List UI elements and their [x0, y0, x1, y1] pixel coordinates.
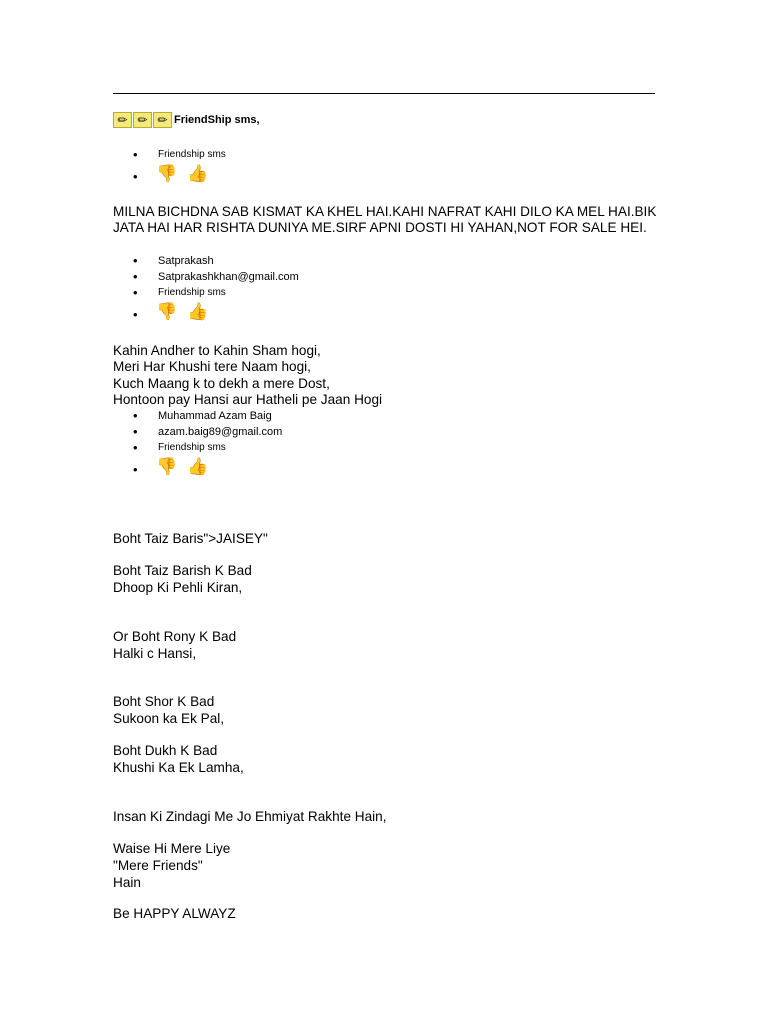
text-line: Waise Hi Mere Liye	[113, 841, 231, 856]
post-meta-list	[113, 253, 299, 325]
text-line: Kahin Andher to Kahin Sham hogi,	[113, 343, 321, 358]
thumbs-up-icon[interactable]: 👍	[187, 457, 209, 476]
text-line: Insan Ki Zindagi Me Jo Ehmiyat Rakhte Hain,	[113, 809, 387, 824]
rating-row	[113, 301, 299, 325]
text-line: Be HAPPY ALWAYZ	[113, 906, 236, 921]
thumbs-down-icon[interactable]: 👎	[156, 164, 178, 183]
rating-star-icon: ✏	[153, 112, 172, 128]
text-line: Khushi Ka Ek Lamha,	[113, 760, 244, 775]
horizontal-rule	[113, 93, 655, 94]
text-line: Boht Taiz Barish K Bad	[113, 563, 252, 578]
text-line: Hontoon pay Hansi aur Hatheli pe Jaan Hogi	[113, 391, 383, 407]
thumbs-down-icon[interactable]: 👎	[156, 457, 178, 476]
author-email[interactable]: • azam.baig89@gmail.com	[113, 424, 282, 440]
rating-row	[113, 456, 282, 480]
text-line: "Mere Friends"	[113, 858, 203, 873]
sms-text	[113, 343, 658, 408]
rating-row	[113, 163, 226, 187]
author-name: • Satprakash	[113, 253, 299, 269]
text-line: Sukoon ka Ek Pal,	[113, 711, 225, 726]
text-line: Boht Shor K Bad	[113, 694, 215, 709]
text-line: Boht Taiz Baris">JAISEY"	[113, 531, 268, 546]
thumbs-up-icon[interactable]: 👍	[187, 302, 209, 321]
text-line: Hain	[113, 875, 141, 890]
rating-star-icon: ✏	[133, 112, 152, 128]
text-line: Dhoop Ki Pehli Kiran,	[113, 580, 243, 595]
text-line: Kuch Maang k to dekh a mere Dost,	[113, 375, 330, 391]
rating-star-icon: ✏	[113, 112, 132, 128]
sms-text: MILNA BICHDNA SAB KISMAT KA KHEL HAI.KAHI NAFRAT KAHI DILO KA MEL HAI.BIK JATA HAI HAR RISHTA DUNIYA ME.SIRF APNI DOSTI HI YAHAN,NOT FOR SALE HEI.	[113, 204, 657, 236]
thumbs-down-icon[interactable]: 👎	[156, 302, 178, 321]
section-title: FriendShip sms,	[174, 114, 260, 126]
thumbs-up-icon[interactable]: 👍	[187, 164, 209, 183]
category-link[interactable]: • Friendship sms	[113, 440, 282, 456]
author-email[interactable]: • Satprakashkhan@gmail.com	[113, 269, 299, 285]
text-line: Meri Har Khushi tere Naam hogi,	[113, 359, 311, 375]
category-link[interactable]: • Friendship sms	[113, 147, 226, 163]
category-link[interactable]: • Friendship sms	[113, 285, 299, 301]
post-meta-list	[113, 147, 226, 187]
text-line: Halki c Hansi,	[113, 646, 197, 661]
post-meta-list	[113, 408, 282, 480]
section-header	[113, 112, 260, 128]
author-name: • Muhammad Azam Baig	[113, 408, 282, 424]
text-line: Boht Dukh K Bad	[113, 743, 218, 758]
text-line: Or Boht Rony K Bad	[113, 629, 237, 644]
